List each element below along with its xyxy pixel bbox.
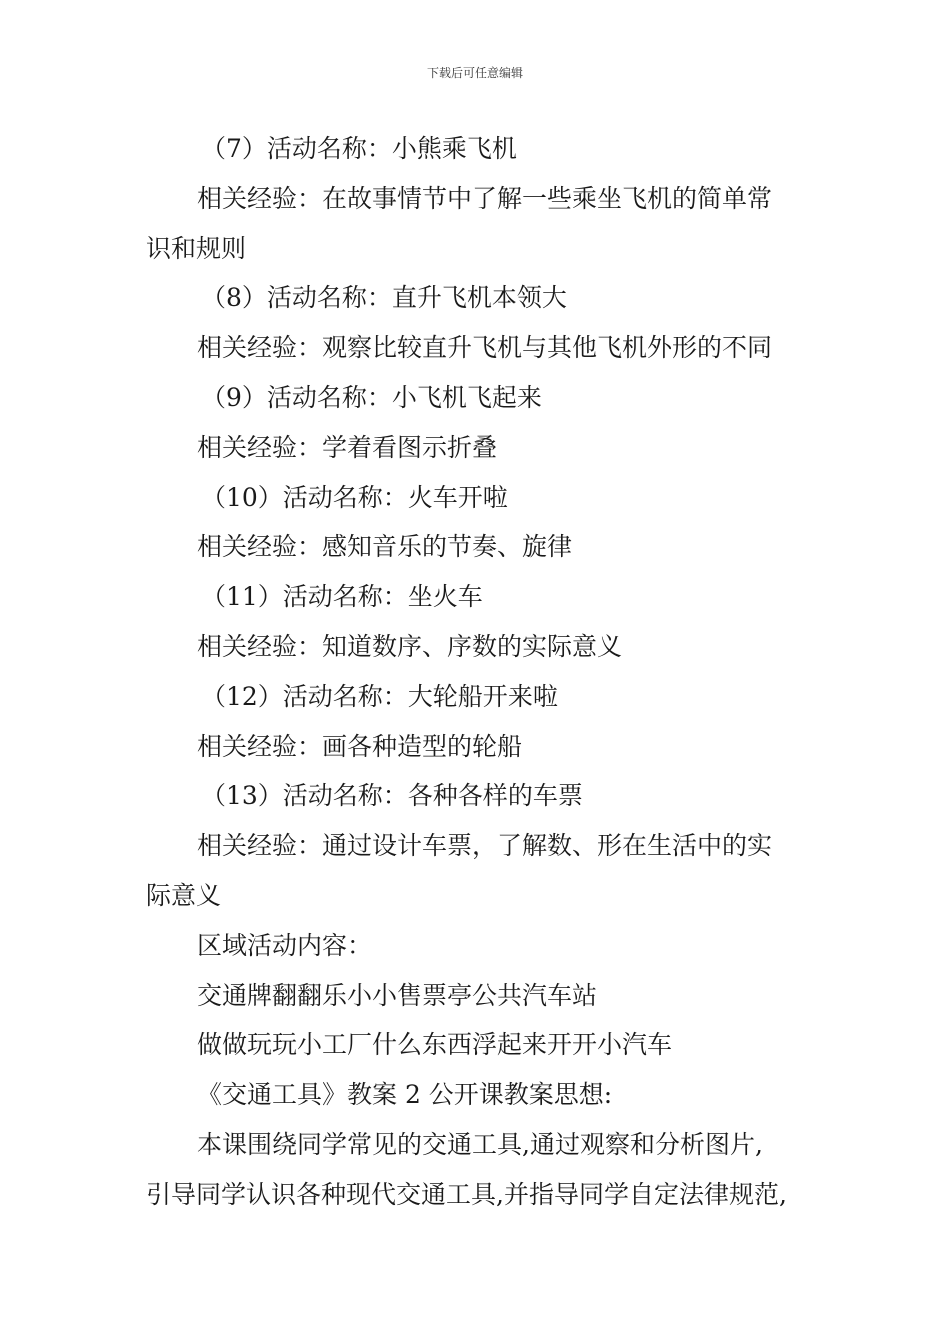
paragraph-line: 交通牌翻翻乐小小售票亭公共汽车站 — [197, 980, 598, 1010]
activity-line: （10）活动名称：火车开啦 — [201, 482, 508, 512]
paragraph-line: 本课围绕同学常见的交通工具,通过观察和分析图片, — [197, 1129, 763, 1159]
activity-line: （12）活动名称：大轮船开来啦 — [201, 681, 558, 711]
experience-line: 相关经验：感知音乐的节奏、旋律 — [197, 532, 573, 562]
experience-line: 相关经验：通过设计车票，了解数、形在生活中的实 — [197, 831, 773, 861]
experience-line: 相关经验：在故事情节中了解一些乘坐飞机的简单常 — [197, 183, 773, 213]
section-heading: 区域活动内容： — [197, 930, 373, 960]
experience-line: 相关经验：知道数序、序数的实际意义 — [197, 631, 623, 661]
experience-line: 相关经验：观察比较直升飞机与其他飞机外形的不同 — [197, 333, 773, 363]
continuation-line: 际意义 — [146, 880, 222, 910]
experience-line: 相关经验：学着看图示折叠 — [197, 432, 498, 462]
activity-line: （7）活动名称：小熊乘飞机 — [201, 134, 517, 163]
continuation-line: 识和规则 — [146, 233, 247, 263]
document-body — [146, 124, 808, 1220]
activity-line: （11）活动名称：坐火车 — [201, 582, 483, 612]
lesson-plan-title: 《交通工具》教案 2 公开课教案思想: — [197, 1080, 613, 1110]
experience-line: 相关经验：画各种造型的轮船 — [197, 731, 523, 761]
activity-line: （9）活动名称：小飞机飞起来 — [201, 382, 542, 412]
continuation-line: 引导同学认识各种现代交通工具,并指导同学自定法律规范, — [146, 1179, 787, 1209]
activity-line: （8）活动名称：直升飞机本领大 — [201, 283, 567, 313]
paragraph-line: 做做玩玩小工厂什么东西浮起来开开小汽车 — [197, 1030, 673, 1060]
activity-line: （13）活动名称：各种各样的车票 — [201, 781, 583, 811]
page-header: 下载后可任意编辑 — [426, 66, 523, 80]
